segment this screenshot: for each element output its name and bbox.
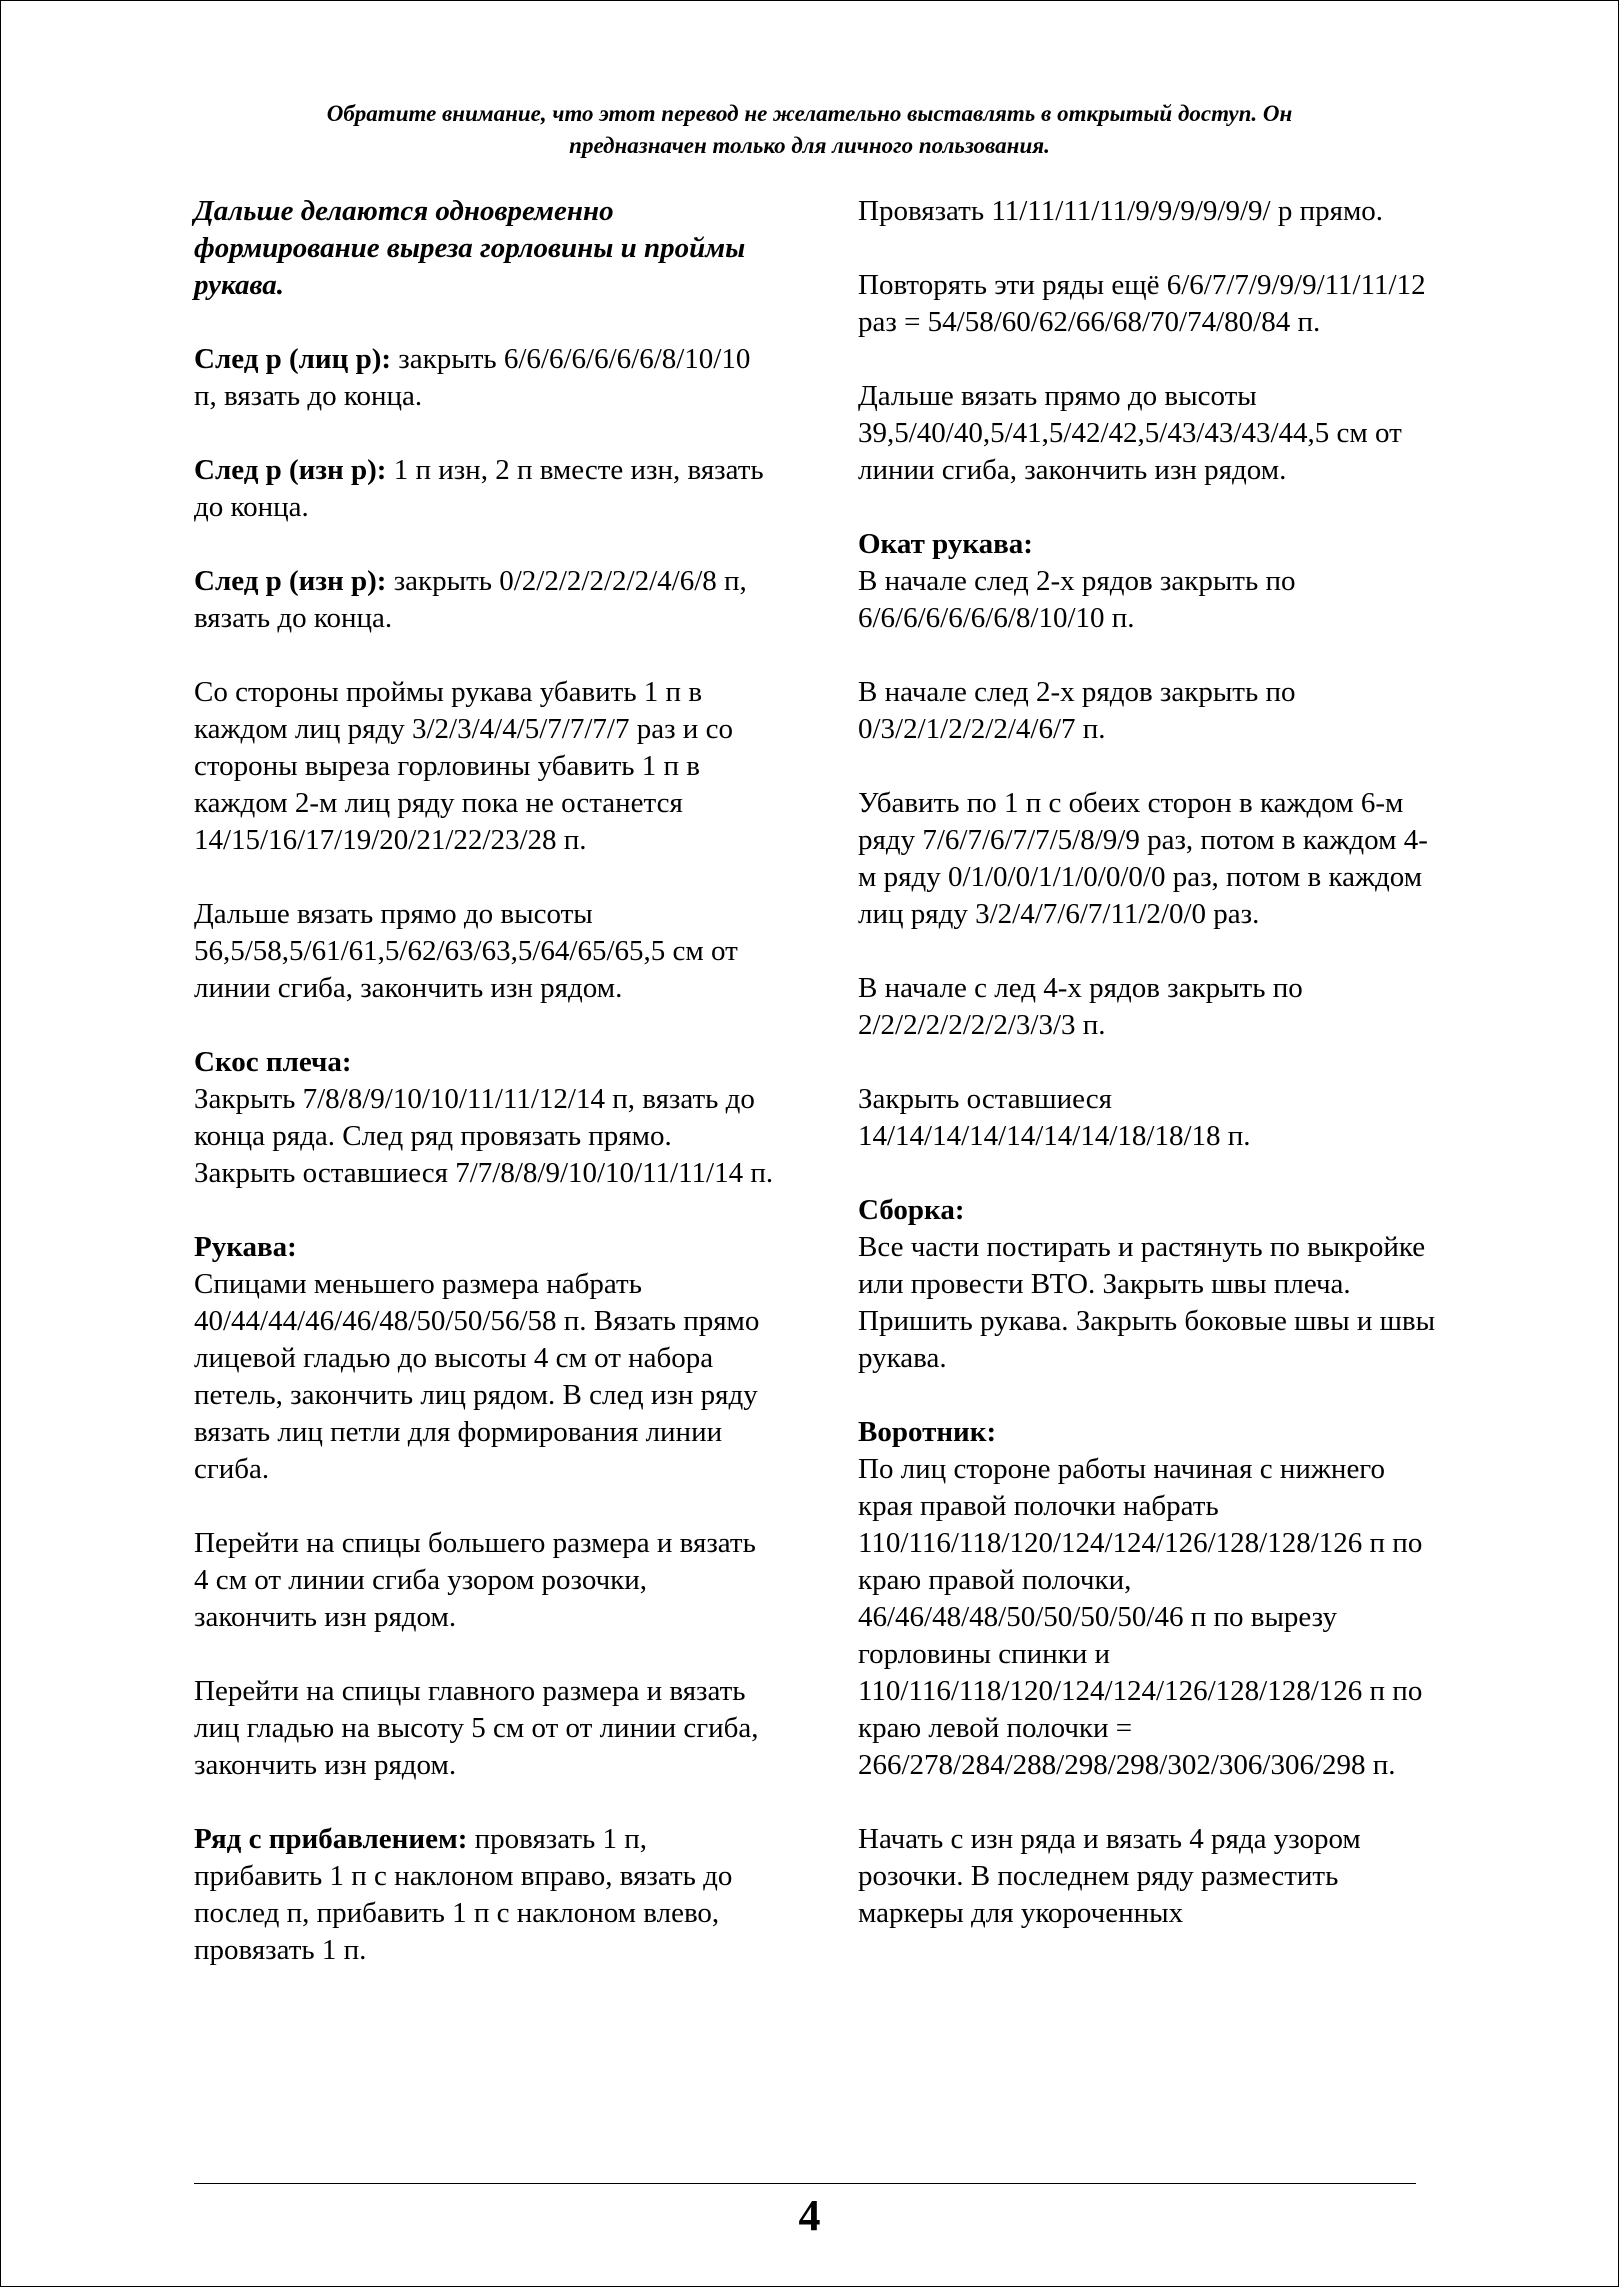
section-heading-collar: Воротник:	[858, 1416, 997, 1448]
main-needles-paragraph: Перейти на спицы главного размера и вязать лиц гладью на высоту 5 см от от линии сгиба, закончить изн рядом.	[194, 1675, 759, 1781]
bind-off-remaining-paragraph: Закрыть оставшиеся 14/14/14/14/14/14/14/18/18/18 п.	[858, 1083, 1251, 1152]
section-heading-assembly: Сборка:	[858, 1194, 965, 1226]
shoulder-text: Закрыть 7/8/8/9/10/10/11/11/12/14 п, вязать до конца ряда. След ряд провязать прямо. Закрыть оставшиеся 7/7/8/8/9/10/10/11/11/14 п.	[194, 1083, 774, 1189]
decrease-both-sides-paragraph: Убавить по 1 п с обеих сторон в каждом 6-м ряду 7/6/7/6/7/7/5/8/9/9 раз, потом в каждом 4-м ряду 0/1/0/0/1/1/0/0/0/0 раз, потом в каждом лиц ряду 3/2/4/7/6/7/11/2/0/0 раз.	[858, 787, 1428, 930]
row-instruction-1	[194, 341, 774, 415]
left-column	[194, 193, 774, 2006]
row-label: След р (изн р):	[194, 565, 387, 597]
row-label: След р (лиц р):	[194, 343, 392, 375]
larger-needles-paragraph: Перейти на спицы большего размера и вязать 4 см от линии сгиба узором розочки, закончить изн рядом.	[194, 1527, 756, 1633]
collar-continue-paragraph: Начать с изн ряда и вязать 4 ряда узором розочки. В последнем ряду разместить маркеры для укороченных	[858, 1823, 1361, 1929]
page-number: 4	[798, 2191, 821, 2240]
repeat-rows-paragraph: Повторять эти ряды ещё 6/6/7/7/9/9/9/11/11/12 раз = 54/58/60/62/66/68/70/74/80/84 п.	[858, 269, 1426, 338]
collar-section	[858, 1414, 1438, 1784]
row-text: закрыть 6/6/6/6/6/6/6/8/10/10 п, вязать до конца.	[194, 343, 751, 412]
sleeve-height-paragraph: Дальше вязать прямо до высоты 39,5/40/40,5/41,5/42/42,5/43/43/43/44,5 см от линии сгиба, закончить изн рядом.	[858, 380, 1402, 486]
increase-row-paragraph	[194, 1821, 774, 1969]
row-instruction-3	[194, 563, 774, 637]
row-label: След р (изн р):	[194, 454, 387, 486]
decrease-paragraph: Со стороны проймы рукава убавить 1 п в каждом лиц ряду 3/2/3/4/4/5/7/7/7/7 раз и со стороны выреза горловины убавить 1 п в каждом 2-м лиц ряду пока не останется 14/15/16/17/19/20/21/22/23/28 п.	[194, 676, 733, 856]
privacy-notice	[1, 98, 1618, 162]
sleeve-cap-text: В начале след 2-х рядов закрыть по 6/6/6/6/6/6/6/8/10/10 п.	[858, 565, 1296, 634]
sleeves-section	[194, 1229, 774, 1488]
assembly-text: Все части постирать и растянуть по выкройке или провести ВТО. Закрыть швы плеча. Пришить рукава. Закрыть боковые швы и швы рукава.	[858, 1231, 1436, 1374]
bind-off-paragraph-2: В начале с лед 4-х рядов закрыть по 2/2/2/2/2/2/2/3/3/3 п.	[858, 972, 1303, 1041]
shoulder-section	[194, 1044, 774, 1192]
row-label: Ряд с прибавлением:	[194, 1823, 468, 1855]
footer-divider	[194, 2183, 1416, 2184]
right-column	[858, 193, 1438, 1969]
knit-straight-paragraph: Провязать 11/11/11/11/9/9/9/9/9/9/ р прямо.	[858, 195, 1384, 227]
section-heading-sleeves: Рукава:	[194, 1231, 297, 1263]
section-heading-shoulder: Скос плеча:	[194, 1046, 352, 1078]
notice-line-1: Обратите внимание, что этот перевод не желательно выставлять в открытый доступ. Он	[326, 101, 1293, 126]
height-paragraph: Дальше вязать прямо до высоты 56,5/58,5/61/61,5/62/63/63,5/64/65/65,5 см от линии сгиба, закончить изн рядом.	[194, 898, 738, 1004]
assembly-section	[858, 1192, 1438, 1377]
notice-line-2: предназначен только для личного пользования.	[569, 133, 1050, 158]
section-heading-sleeve-cap: Окат рукава:	[858, 528, 1033, 560]
row-text: закрыть 0/2/2/2/2/2/2/4/6/8 п, вязать до конца.	[194, 565, 747, 634]
row-instruction-2	[194, 452, 774, 526]
row-text: провязать 1 п, прибавить 1 п с наклоном вправо, вязать до послед п, прибавить 1 п с наклоном влево, провязать 1 п.	[194, 1823, 733, 1966]
collar-text: По лиц стороне работы начиная с нижнего края правой полочки набрать 110/116/118/120/124/124/126/128/128/126 п по краю правой полочки, 46/46/48/48/50/50/50/50/46 п по вырезу горловины спинки и 110/116/118/120/124/124/126/128/128/126 п по краю левой полочки = 266/278/284/288/298/298/302/306/306/298 п.	[858, 1453, 1423, 1781]
sleeve-cap-section	[858, 526, 1438, 637]
bind-off-paragraph-1: В начале след 2-х рядов закрыть по 0/3/2/1/2/2/2/4/6/7 п.	[858, 676, 1296, 745]
row-text: 1 п изн, 2 п вместе изн, вязать до конца.	[194, 454, 764, 523]
sleeves-text: Спицами меньшего размера набрать 40/44/44/46/46/48/50/50/56/58 п. Вязать прямо лицевой гладью до высоты 4 см от набора петель, закончить лиц рядом. В след изн ряду вязать лиц петли для формирования линии сгиба.	[194, 1268, 760, 1485]
intro-paragraph: Дальше делаются одновременно формирование выреза горловины и проймы рукава.	[194, 195, 746, 301]
